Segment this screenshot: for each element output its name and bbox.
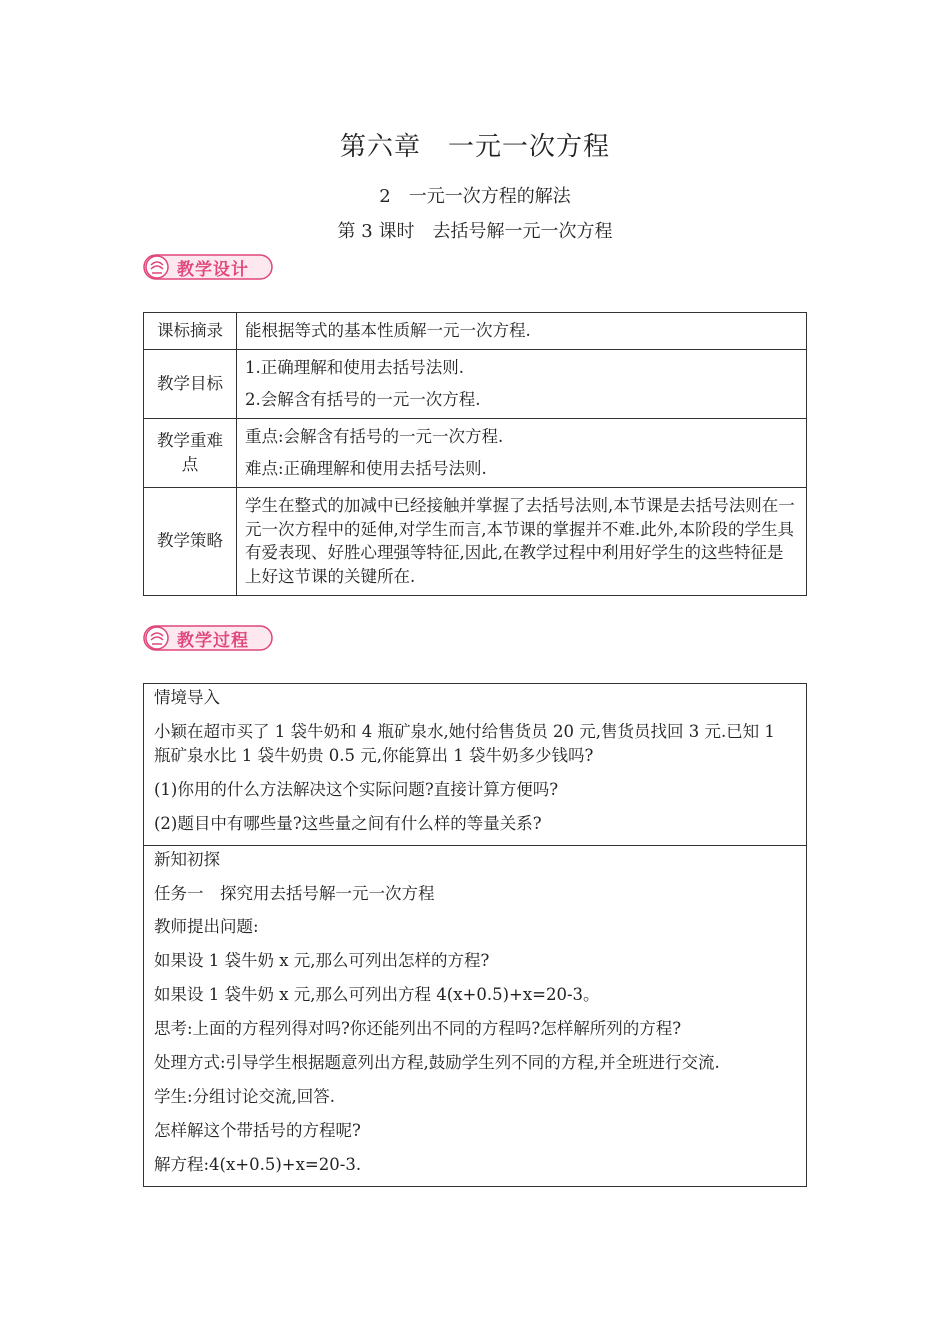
row-content	[237, 418, 807, 487]
intro-title: 情境导入	[154, 688, 220, 707]
table-row	[144, 684, 807, 846]
lesson-title: 第 3 课时 去括号解一元一次方程	[337, 221, 613, 242]
teaching-design-badge	[143, 253, 274, 281]
intro-cell	[144, 684, 807, 846]
explore-line: 思考:上面的方程列得对吗?你还能列出不同的方程吗?怎样解所列的方程?	[154, 1019, 682, 1039]
row-content	[237, 349, 807, 418]
explore-line: 怎样解这个带括号的方程呢?	[154, 1120, 361, 1140]
badge-label: 教学过程	[177, 631, 249, 651]
row-line: 难点:正确理解和使用去括号法则.	[245, 458, 487, 478]
explore-line: 如果设 1 袋牛奶 x 元,那么可列出方程 4(x+0.5)+x=20-3。	[154, 985, 600, 1005]
explore-line: 解方程:4(x+0.5)+x=20-3.	[154, 1154, 362, 1174]
row-label: 教学策略	[144, 487, 237, 596]
intro-line: 小颖在超市买了 1 袋牛奶和 4 瓶矿泉水,她付给售货员 20 元,售货员找回 3 元.已知 1 瓶矿泉水比 1 袋牛奶贵 0.5 元,你能算出 1 袋牛奶多少钱吗?	[154, 721, 775, 765]
table-row	[144, 845, 807, 1186]
explore-line: 任务一 探究用去括号解一元一次方程	[154, 883, 435, 903]
table-row	[144, 487, 807, 596]
row-label: 教学重难点	[144, 418, 237, 487]
row-line: 1.正确理解和使用去括号法则.	[245, 357, 464, 377]
teaching-process-badge	[143, 624, 274, 652]
process-table	[143, 683, 807, 1187]
explore-line: 学生:分组讨论交流,回答.	[154, 1087, 336, 1107]
row-line: 学生在整式的加减中已经接触并掌握了去括号法则,本节课是去括号法则在一元一次方程中的延伸,对学生而言,本节课的掌握并不难.此外,本阶段的学生具有爱表现、好胜心理强等特征,因此,在教学过程中利用好学生的这些特征是上好这节课的关键所在.	[245, 495, 795, 587]
explore-line: 处理方式:引导学生根据题意列出方程,鼓励学生列不同的方程,并全班进行交流.	[154, 1053, 720, 1073]
row-line: 重点:会解含有括号的一元一次方程.	[245, 426, 504, 446]
table-row	[144, 418, 807, 487]
table-row	[144, 313, 807, 350]
chapter-title: 第六章 一元一次方程	[339, 132, 610, 162]
row-label: 教学目标	[144, 349, 237, 418]
explore-cell	[144, 845, 807, 1186]
design-table	[143, 312, 807, 596]
row-line: 能根据等式的基本性质解一元一次方程.	[245, 321, 531, 340]
row-content	[237, 313, 807, 350]
row-content	[237, 487, 807, 596]
explore-line: 教师提出问题:	[154, 917, 259, 937]
table-row	[144, 349, 807, 418]
intro-line: (1)你用的什么方法解决这个实际问题?直接计算方便吗?	[154, 779, 559, 799]
section-title: 2 一元一次方程的解法	[379, 186, 571, 207]
explore-line: 如果设 1 袋牛奶 x 元,那么可列出怎样的方程?	[154, 951, 490, 971]
intro-line: (2)题目中有哪些量?这些量之间有什么样的等量关系?	[154, 813, 542, 833]
row-line: 2.会解含有括号的一元一次方程.	[245, 389, 481, 409]
badge-label: 教学设计	[177, 260, 249, 280]
explore-title: 新知初探	[154, 849, 220, 869]
row-label: 课标摘录	[144, 313, 237, 350]
